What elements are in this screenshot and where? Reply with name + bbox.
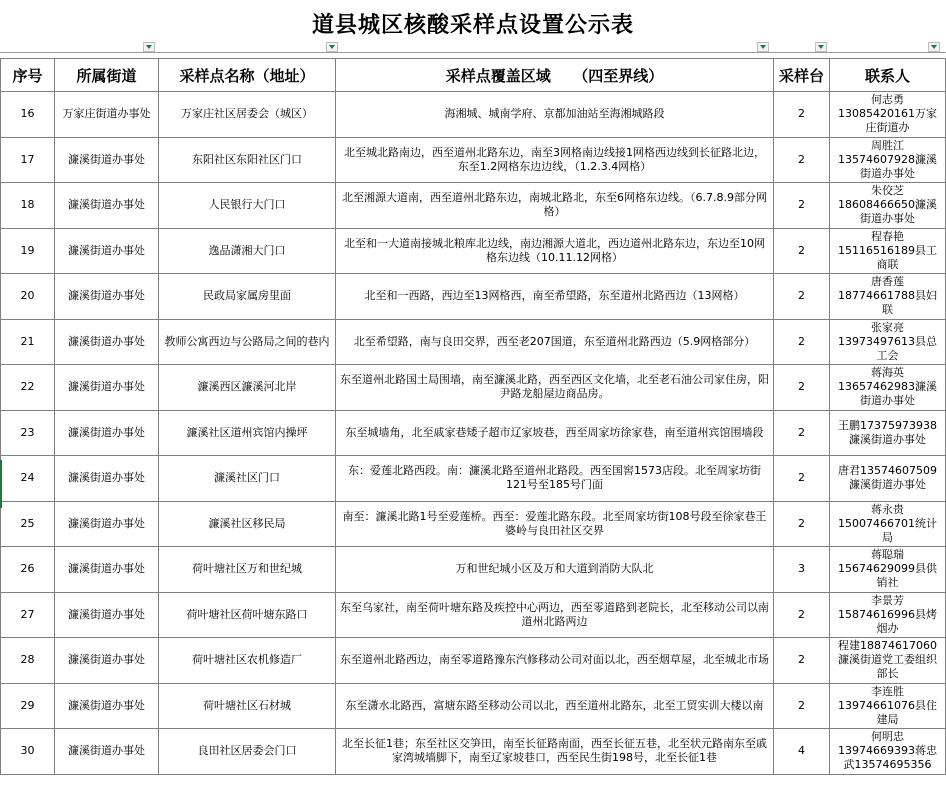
cell-stations[interactable]: 3 [774,547,830,593]
cell-street[interactable]: 濂溪街道办事处 [55,410,159,456]
cell-street[interactable]: 濂溪街道办事处 [55,228,159,274]
cell-index[interactable]: 16 [1,92,55,138]
page-title: 道县城区核酸采样点设置公示表 [311,13,634,38]
cell-contact[interactable]: 蒋海英13657462983濂溪街道办事处 [830,365,946,411]
filter-dropdown-icon[interactable] [928,42,940,52]
cell-site-name[interactable]: 教师公寓西边与公路局之间的巷内 [159,319,336,365]
cell-street[interactable]: 濂溪街道办事处 [55,456,159,502]
cell-index[interactable]: 30 [1,729,55,775]
cell-index[interactable]: 21 [1,319,55,365]
filter-dropdown-icon[interactable] [757,42,769,52]
table-row [1,592,946,638]
cell-site-name[interactable]: 东阳社区东阳社区门口 [159,137,336,183]
cell-coverage[interactable]: 北至长征1巷；东至社区交笋田，南至长征路南面，西至长征五巷，北至状元路南东至戚家湾城墙脚下，南至辽家坡巷口，西至民生街198号，北至长征1巷 [336,729,774,775]
cell-stations[interactable]: 2 [774,456,830,502]
cell-stations[interactable]: 2 [774,274,830,320]
header-cell-contact[interactable]: 联系人 [830,59,946,92]
cell-coverage[interactable]: 北至城北路南边，西至道州北路东边，南至3网格南边线接1网格西边线到长征路北边，东至1.2网格东边边线，（1.2.3.4网格） [336,137,774,183]
cell-index[interactable]: 18 [1,183,55,229]
cell-site-name[interactable]: 濂溪社区移民局 [159,501,336,547]
filter-dropdown-icon[interactable] [143,42,155,52]
cell-stations[interactable]: 2 [774,228,830,274]
cell-coverage[interactable]: 北至和一大道南接城北粮库北边线，南边湘源大道北，西边道州北路东边，东边至10网格东边线（10.11.12网格） [336,228,774,274]
table-row [1,92,946,138]
cell-index[interactable]: 20 [1,274,55,320]
cell-street[interactable]: 濂溪街道办事处 [55,365,159,411]
cell-stations[interactable]: 2 [774,183,830,229]
table-row [1,137,946,183]
cell-index[interactable]: 24 [1,456,55,502]
table-row [1,638,946,684]
header-cell-stations[interactable]: 采样台 [774,59,830,92]
cell-contact[interactable]: 程春艳15116516189县工商联 [830,228,946,274]
cell-coverage[interactable]: 东至道州北路国土局围墙，南至濂溪北路，西至西区文化墙，北至老石油公司家住房，阳尹路龙船屋边商品房。 [336,365,774,411]
table-row [1,274,946,320]
cell-street[interactable]: 濂溪街道办事处 [55,547,159,593]
header-cell-index[interactable]: 序号 [1,59,55,92]
header-cell-street[interactable]: 所属街道 [55,59,159,92]
cell-street[interactable]: 濂溪街道办事处 [55,274,159,320]
cell-index[interactable]: 27 [1,592,55,638]
table-row [1,501,946,547]
cell-coverage[interactable]: 东至道州北路西边，南至零道路豫东汽修移动公司对面以北，西至烟草屋，北至城北市场 [336,638,774,684]
cell-index[interactable]: 23 [1,410,55,456]
cell-site-name[interactable]: 荷叶塘社区万和世纪城 [159,547,336,593]
cell-contact[interactable]: 王鹏17375973938濂溪街道办事处 [830,410,946,456]
filter-dropdown-icon[interactable] [326,42,338,52]
cell-contact[interactable]: 朱佼芝18608466650濂溪街道办事处 [830,183,946,229]
cell-site-name[interactable]: 逸品潇湘大门口 [159,228,336,274]
cell-street[interactable]: 濂溪街道办事处 [55,638,159,684]
table-row [1,410,946,456]
cell-street[interactable]: 濂溪街道办事处 [55,137,159,183]
cell-site-name[interactable]: 濂溪社区门口 [159,456,336,502]
cell-stations[interactable]: 4 [774,729,830,775]
cell-contact[interactable]: 唐君13574607509濂溪街道办事处 [830,456,946,502]
cell-stations[interactable]: 2 [774,365,830,411]
cell-coverage[interactable]: 海湘城、城南学府、京都加油站至海湘城路段 [336,92,774,138]
cell-stations[interactable]: 2 [774,683,830,729]
cell-coverage[interactable]: 东至城墙角，北至戚家巷矮子超市辽家坡巷，西至周家坊徐家巷，南至道州宾馆围墙段 [336,410,774,456]
cell-coverage[interactable]: 北至希望路，南与良田交界，西至老207国道，东至道州北路西边（5.9网格部分） [336,319,774,365]
cell-street[interactable]: 濂溪街道办事处 [55,683,159,729]
cell-index[interactable]: 22 [1,365,55,411]
cell-site-name[interactable]: 濂溪社区道州宾馆内操坪 [159,410,336,456]
cell-contact[interactable]: 李景芳15874616996县烤烟办 [830,592,946,638]
table-body [1,92,946,775]
cell-index[interactable]: 29 [1,683,55,729]
table-row [1,683,946,729]
table-row [1,228,946,274]
cell-coverage[interactable]: 万和世纪城小区及万和大道到消防大队北 [336,547,774,593]
table-row [1,183,946,229]
cell-index[interactable]: 28 [1,638,55,684]
cell-contact[interactable]: 李连胜13974661076县住建局 [830,683,946,729]
header-row [1,59,946,92]
cell-coverage[interactable]: 北至和一西路，西边至13网格西，南至希望路，东至道州北路西边（13网格） [336,274,774,320]
cell-street[interactable]: 濂溪街道办事处 [55,319,159,365]
cell-site-name[interactable]: 人民银行大门口 [159,183,336,229]
cell-contact[interactable]: 周胜江13574607928濂溪街道办事处 [830,137,946,183]
cell-coverage[interactable]: 北至湘源大道南，西至道州北路东边，南城北路北，东至6网格东边线。（6.7.8.9部分网格） [336,183,774,229]
cell-stations[interactable]: 2 [774,501,830,547]
cell-coverage[interactable]: 南至：濂溪北路1号至爱莲桥。西至：爱莲北路东段。北至周家坊街108号段至徐家巷王婆岭与良田社区交界 [336,501,774,547]
cell-stations[interactable]: 2 [774,137,830,183]
cell-site-name[interactable]: 荷叶塘社区农机修造厂 [159,638,336,684]
cell-site-name[interactable]: 良田社区居委会门口 [159,729,336,775]
cell-street[interactable]: 濂溪街道办事处 [55,729,159,775]
cell-contact[interactable]: 蒋永贵15007466701统计局 [830,501,946,547]
header-cell-coverage[interactable]: 采样点覆盖区域 （四至界线） [336,59,774,92]
cell-stations[interactable]: 2 [774,638,830,684]
table-row [1,319,946,365]
cell-contact[interactable]: 何明忠13974669393蒋忠武13574695356 [830,729,946,775]
table-row [1,365,946,411]
cell-stations[interactable]: 2 [774,410,830,456]
cell-contact[interactable]: 何志勇13085420161万家庄街道办 [830,92,946,138]
table-row [1,729,946,775]
table-row [1,456,946,502]
selection-indicator [0,460,2,508]
cell-stations[interactable]: 2 [774,92,830,138]
cell-index[interactable]: 26 [1,547,55,593]
filter-dropdown-icon[interactable] [815,42,827,52]
cell-contact[interactable]: 程建18874617060濂溪街道党工委组织部长 [830,638,946,684]
cell-street[interactable]: 濂溪街道办事处 [55,501,159,547]
header-cell-site-name[interactable]: 采样点名称（地址） [159,59,336,92]
cell-index[interactable]: 19 [1,228,55,274]
cell-street[interactable]: 万家庄街道办事处 [55,92,159,138]
cell-contact[interactable]: 张家亮13973497613县总工会 [830,319,946,365]
cell-coverage[interactable]: 东：爱莲北路西段。南：濂溪北路至道州北路段。西至国窖1573店段。北至周家坊街121号至185号门面 [336,456,774,502]
cell-stations[interactable]: 2 [774,319,830,365]
cell-contact[interactable]: 唐香莲18774661788县妇联 [830,274,946,320]
cell-coverage[interactable]: 东至乌家社，南至荷叶塘东路及疾控中心两边，西至零道路到老院长，北至移动公司以南道州北路两边 [336,592,774,638]
cell-street[interactable]: 濂溪街道办事处 [55,592,159,638]
cell-contact[interactable]: 蒋聪瑞15674629099县供销社 [830,547,946,593]
cell-site-name[interactable]: 万家庄社区居委会（城区） [159,92,336,138]
cell-site-name[interactable]: 民政局家属房里面 [159,274,336,320]
cell-coverage[interactable]: 东至潇水北路西，富塘东路至移动公司以北，西至道州北路东，北至工贸实训大楼以南 [336,683,774,729]
cell-index[interactable]: 25 [1,501,55,547]
cell-street[interactable]: 濂溪街道办事处 [55,183,159,229]
cell-site-name[interactable]: 濂溪西区濂溪河北岸 [159,365,336,411]
cell-site-name[interactable]: 荷叶塘社区石材城 [159,683,336,729]
title-row [0,0,946,53]
cell-stations[interactable]: 2 [774,592,830,638]
sampling-point-table [0,58,946,775]
cell-site-name[interactable]: 荷叶塘社区荷叶塘东路口 [159,592,336,638]
cell-index[interactable]: 17 [1,137,55,183]
table-row [1,547,946,593]
